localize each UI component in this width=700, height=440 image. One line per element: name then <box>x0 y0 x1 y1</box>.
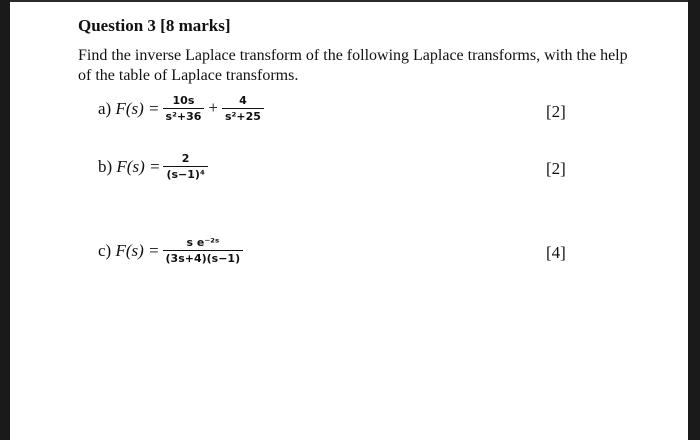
screen-right-edge <box>688 0 700 440</box>
part-a-fraction-2-numerator: 4 <box>239 94 247 107</box>
part-a-equation <box>98 94 267 123</box>
part-b-equation <box>98 152 211 181</box>
part-b-label <box>98 157 160 177</box>
part-a-fraction-1 <box>163 94 205 123</box>
part-c-label <box>98 241 160 261</box>
part-c-fraction-denominator: (3s+4)(s−1) <box>163 250 244 265</box>
part-b-lhs: F(s) = <box>116 156 161 176</box>
screen-left-edge <box>0 0 10 440</box>
part-b-fraction-numerator: 2 <box>181 152 190 165</box>
part-c-marks: [4] <box>546 243 566 262</box>
part-a-lhs: F(s) = <box>115 98 160 118</box>
part-a-plus-sign: + <box>208 97 218 117</box>
part-a-fraction-2-denominator: s²+25 <box>222 108 264 123</box>
part-a-letter: a) <box>98 98 112 118</box>
part-a-fraction-1-numerator: 10s <box>172 94 195 107</box>
part-c-equation <box>98 236 246 265</box>
part-a-marks: [2] <box>546 102 566 121</box>
part-c-lhs: F(s) = <box>115 240 160 260</box>
part-b-fraction-denominator: (s−1)⁴ <box>163 166 207 181</box>
part-b-fraction <box>163 152 207 181</box>
part-a-fraction-2 <box>222 94 264 123</box>
question-instructions: Find the inverse Laplace transform of the following Laplace transforms, with the help of the table of Laplace transforms. <box>78 47 628 84</box>
part-a-label <box>98 99 160 119</box>
part-c-fraction-numerator: s e⁻²ˢ <box>186 236 220 249</box>
part-b-letter: b) <box>98 156 113 176</box>
part-b-marks: [2] <box>546 159 566 178</box>
part-c-fraction <box>163 236 244 265</box>
part-c-letter: c) <box>98 240 112 260</box>
part-a-fraction-1-denominator: s²+36 <box>163 108 205 123</box>
question-title: Question 3 [8 marks] <box>78 16 231 35</box>
